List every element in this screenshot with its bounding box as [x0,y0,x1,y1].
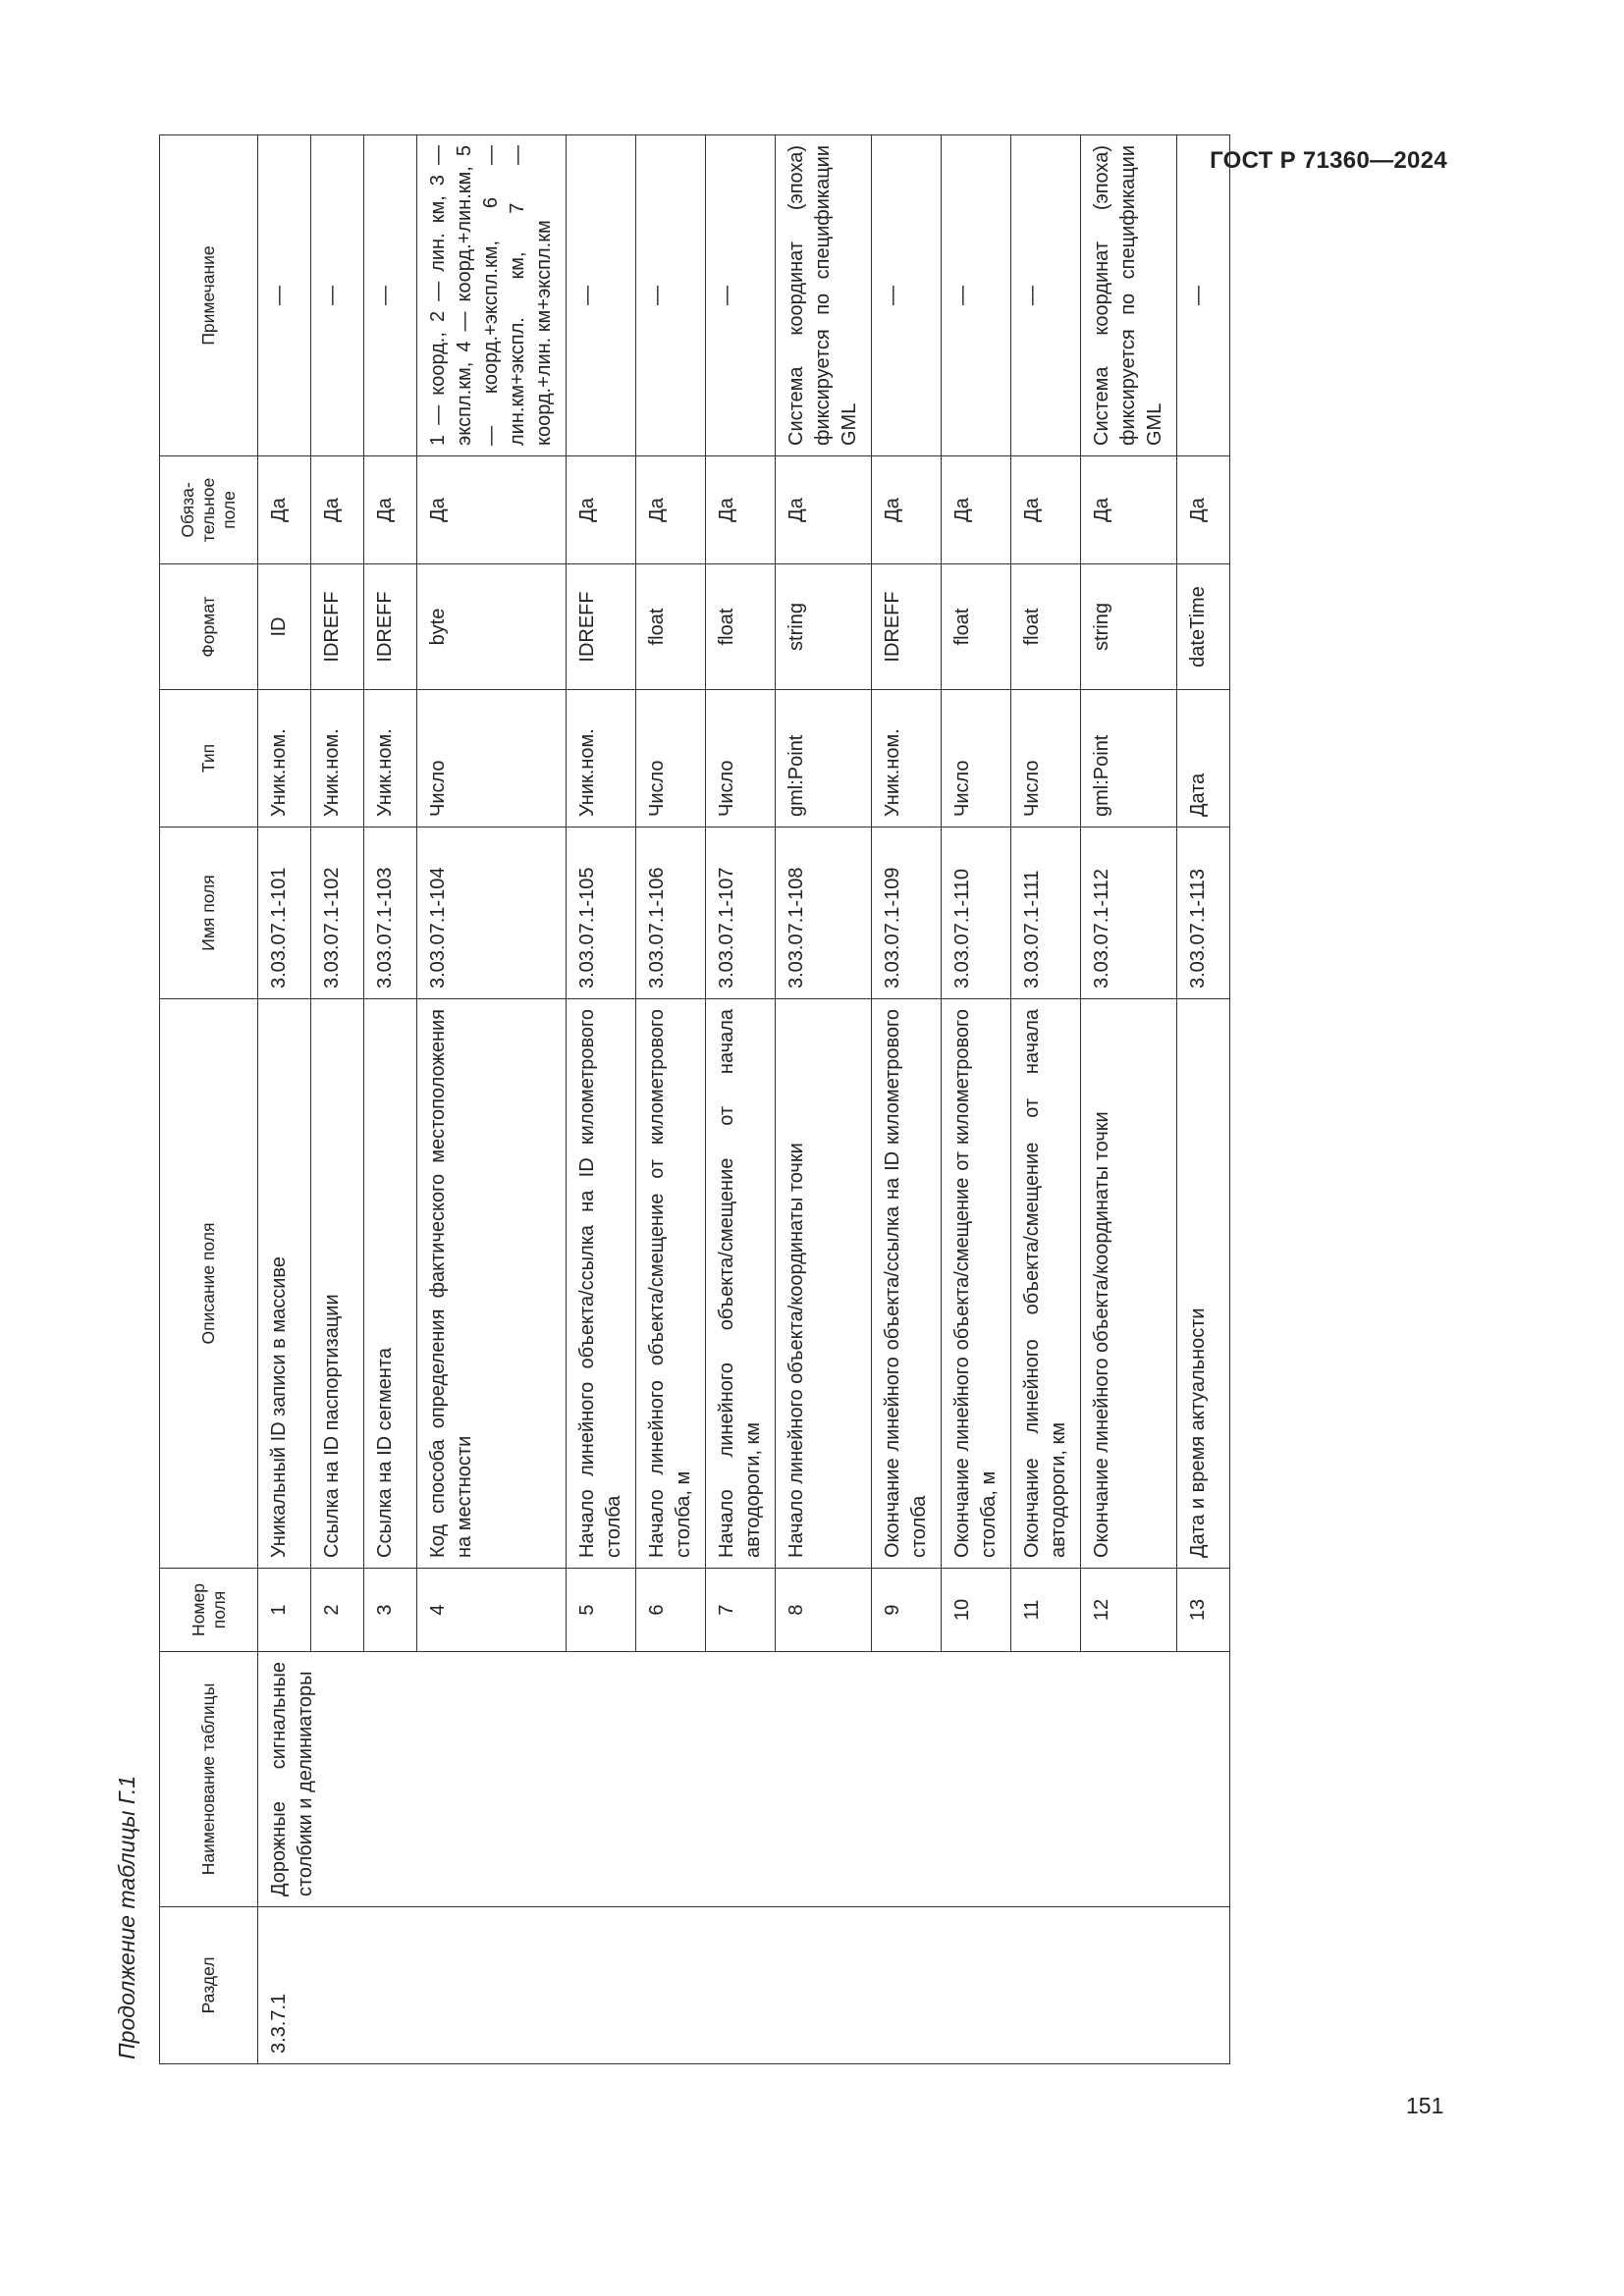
header-cell: Имя поля [160,828,258,999]
header-cell: Формат [160,564,258,690]
field-name-cell: 3.03.07.1-104 [417,828,567,999]
field-note-cell: — [1011,135,1081,456]
field-format-cell: ID [258,564,311,690]
field-format-cell: IDREFF [567,564,636,690]
field-note-cell: Система координат (эпоха) фиксируется по спецификации GML [776,135,872,456]
field-description-cell: Окончание линейного объекта/ссылка на ID километрового столба [872,999,942,1569]
field-required-cell: Да [417,456,567,564]
field-required-cell: Да [942,456,1011,564]
field-format-cell: byte [417,564,567,690]
field-name-cell: 3.03.07.1-109 [872,828,942,999]
field-name-cell: 3.03.07.1-111 [1011,828,1081,999]
field-required-cell: Да [776,456,872,564]
field-name-cell: 3.03.07.1-102 [311,828,364,999]
field-type-cell: Уник.ном. [311,690,364,828]
field-name-cell: 3.03.07.1-113 [1177,828,1230,999]
table-name-cell: Дорожные сигнальные столбики и делиниаторы [258,1652,1230,1907]
table-header-row [160,135,258,2064]
field-format-cell: dateTime [1177,564,1230,690]
table-row [258,135,311,2064]
field-description-cell: Окончание линейного объекта/координаты точки [1081,999,1177,1569]
field-required-cell: Да [567,456,636,564]
field-format-cell: float [706,564,776,690]
field-name-cell: 3.03.07.1-101 [258,828,311,999]
field-note-cell: 1 — коорд., 2 — лин. км, 3 — экспл.км, 4 — коорд.+лин.км, 5 — коорд.+экспл.км, 6 — лин.км+экспл. км, 7 — коорд.+лин. км+экспл.км [417,135,567,456]
field-format-cell: string [1081,564,1177,690]
field-format-cell: float [636,564,706,690]
field-type-cell: Число [636,690,706,828]
header-cell: Наименование таблицы [160,1652,258,1907]
field-description-cell: Окончание линейного объекта/смещение от начала автодороги, км [1011,999,1081,1569]
field-note-cell: — [872,135,942,456]
header-cell: Номер поля [160,1569,258,1652]
header-cell: Раздел [160,1907,258,2064]
field-type-cell: Уник.ном. [567,690,636,828]
field-number-cell: 9 [872,1569,942,1652]
field-type-cell: Уник.ном. [258,690,311,828]
field-required-cell: Да [364,456,417,564]
field-format-cell: IDREFF [364,564,417,690]
field-note-cell: — [567,135,636,456]
field-note-cell: — [364,135,417,456]
field-number-cell: 10 [942,1569,1011,1652]
document-code: ГОСТ Р 71360—2024 [1210,147,1447,174]
field-number-cell: 7 [706,1569,776,1652]
field-type-cell: Уник.ном. [364,690,417,828]
field-required-cell: Да [311,456,364,564]
field-required-cell: Да [706,456,776,564]
field-description-cell: Начало линейного объекта/координаты точки [776,999,872,1569]
field-number-cell: 12 [1081,1569,1177,1652]
field-note-cell: — [311,135,364,456]
field-format-cell: IDREFF [311,564,364,690]
field-name-cell: 3.03.07.1-112 [1081,828,1177,999]
field-type-cell: Число [706,690,776,828]
field-description-cell: Дата и время актуальности [1177,999,1230,1569]
field-name-cell: 3.03.07.1-103 [364,828,417,999]
field-number-cell: 6 [636,1569,706,1652]
field-name-cell: 3.03.07.1-105 [567,828,636,999]
field-name-cell: 3.03.07.1-110 [942,828,1011,999]
field-type-cell: Число [417,690,567,828]
field-name-cell: 3.03.07.1-107 [706,828,776,999]
header-cell: Обяза-тельное поле [160,456,258,564]
data-table [159,134,1230,2064]
header-cell: Тип [160,690,258,828]
rotated-table-block [106,35,1459,2128]
field-required-cell: Да [636,456,706,564]
field-required-cell: Да [1011,456,1081,564]
field-note-cell: — [258,135,311,456]
field-format-cell: string [776,564,872,690]
field-description-cell: Ссылка на ID сегмента [364,999,417,1569]
header-cell: Описание поля [160,999,258,1569]
field-description-cell: Начало линейного объекта/ссылка на ID километрового столба [567,999,636,1569]
field-number-cell: 1 [258,1569,311,1652]
field-description-cell: Начало линейного объекта/смещение от начала автодороги, км [706,999,776,1569]
field-required-cell: Да [258,456,311,564]
field-format-cell: IDREFF [872,564,942,690]
field-number-cell: 13 [1177,1569,1230,1652]
field-type-cell: gml:Point [776,690,872,828]
field-number-cell: 3 [364,1569,417,1652]
field-note-cell: Система координат (эпоха) фиксируется по спецификации GML [1081,135,1177,456]
section-cell: 3.3.7.1 [258,1907,1230,2064]
field-number-cell: 8 [776,1569,872,1652]
field-required-cell: Да [1081,456,1177,564]
field-description-cell: Окончание линейного объекта/смещение от километрового столба, м [942,999,1011,1569]
field-format-cell: float [942,564,1011,690]
field-description-cell: Уникальный ID записи в массиве [258,999,311,1569]
field-type-cell: Число [1011,690,1081,828]
field-number-cell: 4 [417,1569,567,1652]
table-body [258,135,1230,2064]
field-number-cell: 5 [567,1569,636,1652]
field-name-cell: 3.03.07.1-108 [776,828,872,999]
header-cell: Примечание [160,135,258,456]
field-note-cell: — [942,135,1011,456]
field-description-cell: Начало линейного объекта/смещение от километрового столба, м [636,999,706,1569]
field-type-cell: Число [942,690,1011,828]
table-caption: Продолжение таблицы Г.1 [114,1775,139,2059]
field-type-cell: Уник.ном. [872,690,942,828]
field-type-cell: gml:Point [1081,690,1177,828]
field-required-cell: Да [872,456,942,564]
field-number-cell: 11 [1011,1569,1081,1652]
field-description-cell: Код способа определения фактического местоположения на местности [417,999,567,1569]
field-number-cell: 2 [311,1569,364,1652]
field-required-cell: Да [1177,456,1230,564]
field-note-cell: — [1177,135,1230,456]
field-format-cell: float [1011,564,1081,690]
field-description-cell: Ссылка на ID паспортизации [311,999,364,1569]
field-note-cell: — [706,135,776,456]
field-type-cell: Дата [1177,690,1230,828]
field-note-cell: — [636,135,706,456]
field-name-cell: 3.03.07.1-106 [636,828,706,999]
page-number: 151 [1406,2093,1444,2118]
